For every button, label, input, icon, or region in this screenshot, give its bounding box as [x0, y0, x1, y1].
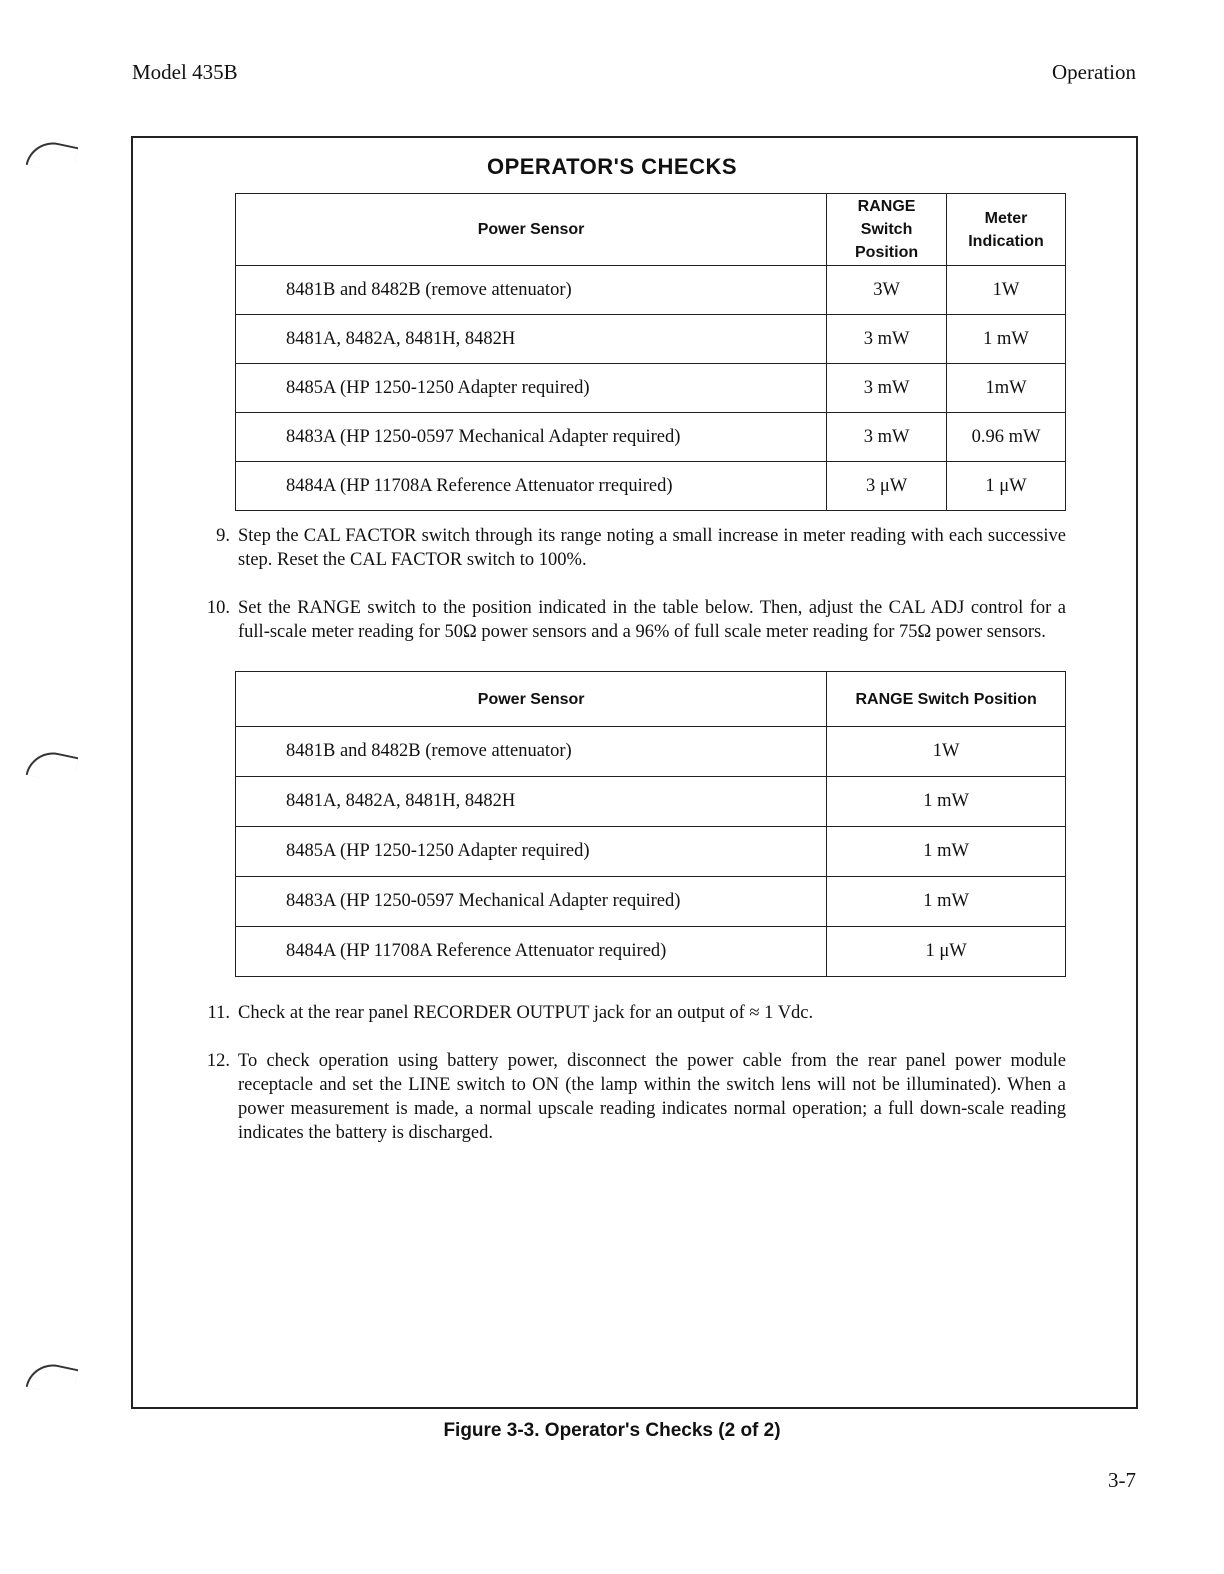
power-sensor-cell: 8485A (HP 1250-1250 Adapter required): [236, 827, 827, 877]
power-sensor-cell: 8481B and 8482B (remove attenuator): [236, 266, 827, 315]
step-number: 12.: [206, 1051, 230, 1071]
header-section: Operation: [1052, 60, 1136, 84]
table-row: [236, 877, 1066, 927]
column-header-range-switch: RANGE Switch Position: [827, 672, 1066, 727]
power-sensor-cell: 8483A (HP 1250-0597 Mechanical Adapter required): [236, 877, 827, 927]
binder-hole-mark: [26, 1359, 79, 1396]
table-row: [236, 727, 1066, 777]
column-header-range-switch: [827, 194, 947, 266]
range-switch-cell: 3 μW: [827, 462, 947, 511]
power-sensor-cell: 8484A (HP 11708A Reference Attenuator rrequired): [236, 462, 827, 511]
meter-indication-cell: 1 mW: [947, 315, 1066, 364]
range-switch-cell: 1 mW: [827, 877, 1066, 927]
table-row: [236, 364, 1066, 413]
range-switch-cell: 3 mW: [827, 413, 947, 462]
table-row: [236, 266, 1066, 315]
range-switch-cell: 1W: [827, 727, 1066, 777]
power-sensor-cell: 8481B and 8482B (remove attenuator): [236, 727, 827, 777]
figure-caption: Figure 3-3. Operator's Checks (2 of 2): [443, 1420, 781, 1441]
range-switch-cell: 1 mW: [827, 777, 1066, 827]
table-row: [236, 927, 1066, 977]
header-model: Model 435B: [132, 60, 238, 84]
step-number: 11.: [207, 1003, 230, 1023]
column-header-power-sensor: Power Sensor: [236, 672, 827, 727]
table-header-row: [236, 194, 1066, 266]
range-switch-cell: 1 μW: [827, 927, 1066, 977]
table-row: [236, 315, 1066, 364]
power-sensor-cell: 8485A (HP 1250-1250 Adapter required): [236, 364, 827, 413]
step-text: To check operation using battery power, disconnect the power cable from the rear panel power module receptacle and set the LINE switch to ON (the lamp within the switch lens will not be illuminated). When a power measurement is made, a normal upscale reading indicates normal operation; a full down-scale reading indicates the battery is discharged.: [238, 1051, 1066, 1143]
table-row: [236, 777, 1066, 827]
column-header-label: Meter Indication: [968, 209, 1044, 250]
step-12: [200, 1049, 1066, 1145]
step-9: [200, 524, 1066, 572]
table-row: [236, 413, 1066, 462]
column-header-label: RANGE Switch Position: [855, 198, 919, 261]
step-number: 9.: [216, 526, 230, 546]
step-text: Check at the rear panel RECORDER OUTPUT jack for an output of ≈ 1 Vdc.: [238, 1003, 814, 1023]
page-number: 3-7: [1108, 1468, 1136, 1492]
range-switch-cell: 1 mW: [827, 827, 1066, 877]
power-sensor-cell: 8484A (HP 11708A Reference Attenuator required): [236, 927, 827, 977]
operator-checks-table-1: [235, 193, 1066, 511]
figure-title: OPERATOR'S CHECKS: [486, 154, 738, 179]
power-sensor-cell: 8481A, 8482A, 8481H, 8482H: [236, 777, 827, 827]
binder-hole-mark: [26, 747, 79, 784]
column-header-power-sensor: Power Sensor: [236, 194, 827, 266]
table-row: [236, 462, 1066, 511]
range-switch-cell: 3 mW: [827, 364, 947, 413]
step-number: 10.: [206, 598, 230, 618]
meter-indication-cell: 0.96 mW: [947, 413, 1066, 462]
step-10: [200, 596, 1066, 644]
column-header-meter-indication: [947, 194, 1066, 266]
step-11: [200, 1001, 1066, 1025]
table-row: [236, 827, 1066, 877]
meter-indication-cell: 1W: [947, 266, 1066, 315]
table-header-row: [236, 672, 1066, 727]
power-sensor-cell: 8483A (HP 1250-0597 Mechanical Adapter required): [236, 413, 827, 462]
step-text: Set the RANGE switch to the position indicated in the table below. Then, adjust the CAL ADJ control for a full-scale meter reading for 50Ω power sensors and a 96% of full scale meter reading for 75Ω power sensors.: [238, 598, 1066, 642]
operator-checks-table-2: [235, 671, 1066, 977]
meter-indication-cell: 1mW: [947, 364, 1066, 413]
range-switch-cell: 3 mW: [827, 315, 947, 364]
step-text: Step the CAL FACTOR switch through its range noting a small increase in meter reading with each successive step. Reset the CAL FACTOR switch to 100%.: [238, 526, 1066, 570]
range-switch-cell: 3W: [827, 266, 947, 315]
meter-indication-cell: 1 μW: [947, 462, 1066, 511]
power-sensor-cell: 8481A, 8482A, 8481H, 8482H: [236, 315, 827, 364]
